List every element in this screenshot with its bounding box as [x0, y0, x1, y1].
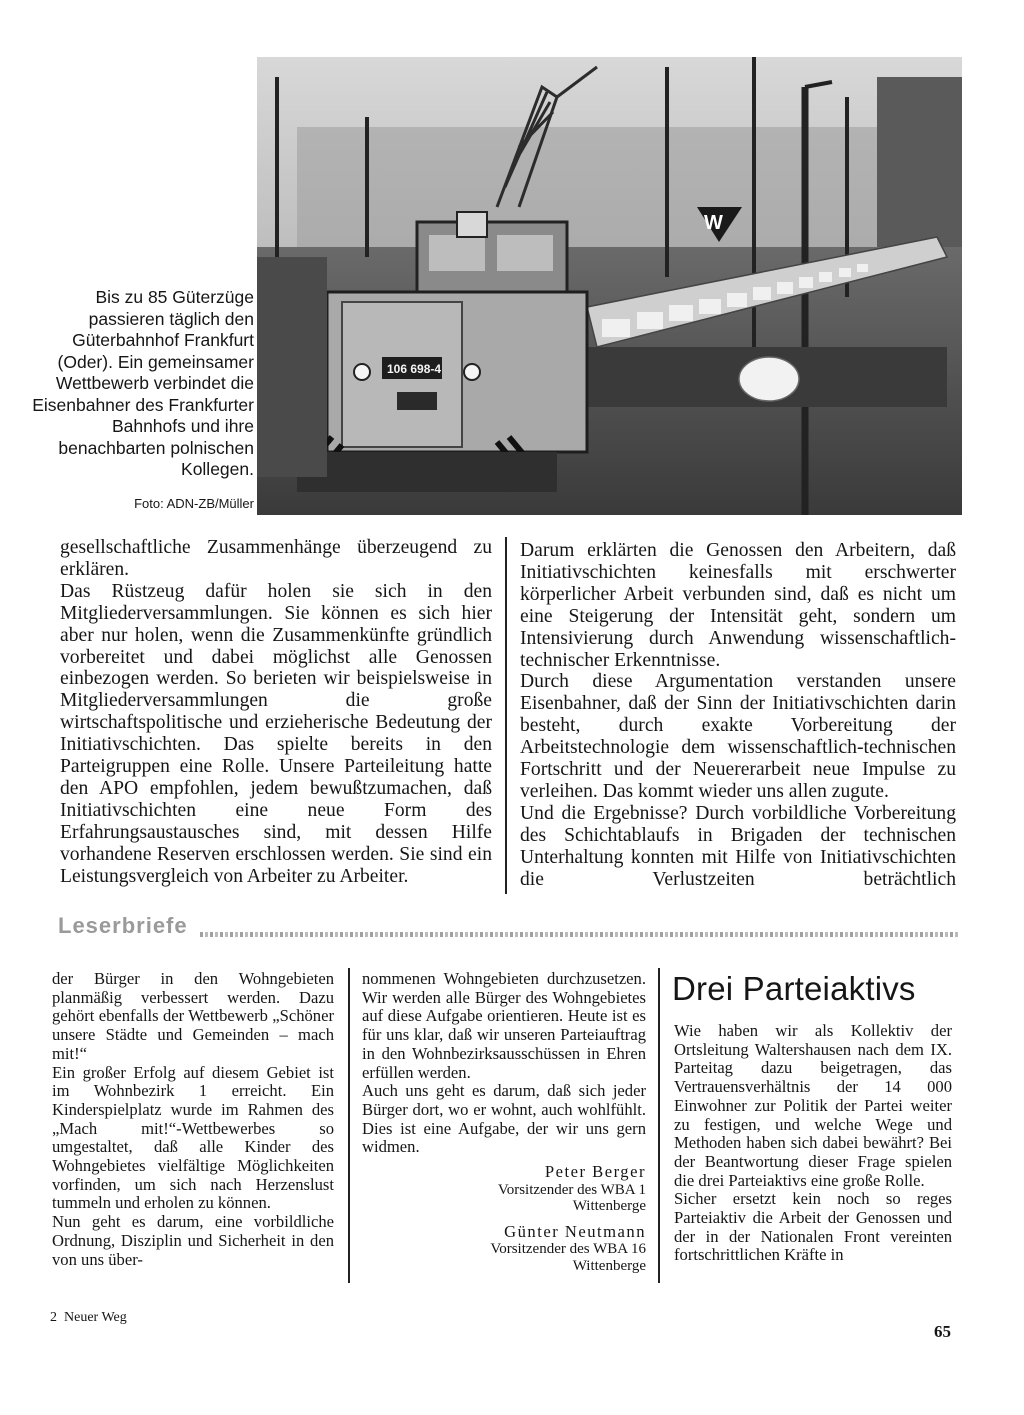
article-paragraph: Wie haben wir als Kollektiv der Ortsleitung Waltershausen nach dem IX. Parteitag dazu beigetragen, das Vertrauensverhältnis der 14 000 Einwohner zur Politik der Partei weiter zu festigen, und welche Wege und Methoden haben sich dabei bewährt? Bei der Beantwortung dieser Frage spielen die drei Parteiaktivs eine große Rolle.: [674, 1021, 952, 1190]
locomotive-number: 106 698-4: [387, 362, 442, 376]
section-heading-leserbriefe: Leserbriefe: [58, 913, 188, 938]
article-left-column: [60, 537, 492, 888]
parteiaktivs-body: [674, 1022, 952, 1265]
letter-column-1: [52, 970, 334, 1269]
article-paragraph: Und die Ergebnisse? Durch vorbildliche Vorbereitung des Schichtablaufs in Brigaden der technischen Unterhaltung konnten mit Hilfe von Initiativschichten die Verlustzeiten beträchtlich: [520, 802, 956, 890]
letter-column-2: [362, 970, 646, 1274]
letter-paragraph: Auch uns geht es darum, daß sich jeder Bürger dort, wo er wohnt, auch wohlfühlt. Dies ist eine Aufgabe, der wir uns gern widmen.: [362, 1081, 646, 1157]
letter-paragraph: der Bürger in den Wohngebieten planmäßig verbessert werden. Dazu gehört ebenfalls der Wettbewerb „Schöner unsere Städte und Gemeinden – mach mit!“: [52, 969, 334, 1063]
photo-credit: Foto: ADN-ZB/Müller: [134, 496, 254, 511]
headline-drei-parteiaktivs: Drei Parteiaktivs: [672, 970, 916, 1007]
column-divider: [348, 968, 350, 1283]
signature-role: Vorsitzender des WBA 16: [490, 1241, 646, 1258]
article-paragraph: Darum erklärten die Genossen den Arbeitern, daß Initiativschichten keinesfalls mit erschwerter körperlicher Arbeit verbunden sind, daß es nicht um eine Steigerung der Intensität geht, sondern um Intensivierung durch Anwendung wissenschaftlich-technischer Erkenntnisse.: [520, 540, 956, 671]
w-sign: W: [704, 212, 723, 234]
footer-publication: 2 Neuer Weg: [50, 1310, 127, 1325]
signature-place: Wittenberge: [572, 1257, 646, 1274]
article-right-column: [520, 540, 956, 891]
signature-role: Vorsitzender des WBA 1: [497, 1181, 646, 1198]
column-divider: [658, 968, 660, 1283]
article-paragraph: gesellschaftliche Zusammenhänge überzeugend zu erklären.: [60, 537, 492, 580]
letter-paragraph: Nun geht es darum, eine vorbildliche Ordnung, Disziplin und Sicherheit in den von uns über-: [52, 1212, 334, 1269]
column-divider: [505, 537, 507, 894]
page-number: 65: [934, 1322, 951, 1341]
signature-name: Günter Neutmann: [504, 1221, 646, 1241]
section-rule: [200, 932, 960, 937]
letter-paragraph: nommenen Wohngebieten durchzusetzen. Wir werden alle Bürger des Wohngebietes auf diese Aufgabe orientieren. Heute ist es für uns klar, daß wir unseren Parteiauftrag in den Wohnbezirksausschüssen in Ehren erfüllen werden.: [362, 969, 646, 1082]
article-paragraph: Das Rüstzeug dafür holen sie sich in den Mitgliederversammlungen. Sie können es sich hier aber nur holen, wenn die Zusammenkünfte gründlich vorbereitet und dabei möglichst alle Genossen einbezogen werden. So berieten wir beispielsweise in Mitgliederversammlungen die große wirtschaftspolitische und erzieherische Bedeutung der Initiativschichten. Das spielte bereits in den Parteigruppen eine Rolle. Unsere Parteileitung hatte den APO empfohlen, jedem bewußtzumachen, daß Initiativschichten eine neue Form des Erfahrungsaustausches sind, mit dessen Hilfe vorhandene Reserven erschlossen werden. Sie sind ein Leistungsvergleich von Arbeiter zu Arbeiter.: [60, 580, 492, 887]
signature-name: Peter Berger: [544, 1162, 646, 1182]
article-paragraph: Sicher ersetzt kein noch so reges Parteiaktiv die Arbeit der Genossen und der in der Nationalen Front vereinten fortschrittlichen Kräfte in: [674, 1189, 952, 1265]
letter-paragraph: Ein großer Erfolg auf diesem Gebiet ist im Wohnbezirk 1 erreicht. Ein Kinderspielplatz wurde im Rahmen des „Mach mit!“-Wettbewerbes so umgestaltet, daß alle Kinder des Wohngebietes vielfältige Möglichkeiten vorfinden, um sich nach Herzenslust tummeln und erholen zu können.: [52, 1062, 334, 1213]
photo-caption: Bis zu 85 Güterzüge passieren täglich den Güterbahnhof Frankfurt (Oder). Ein gemeinsamer Wettbewerb verbindet die Eisenbahner des Frankfurter Bahnhofs und ihre benachbarten polnischen Kollegen.: [32, 287, 254, 479]
signature-place: Wittenberge: [572, 1198, 646, 1215]
locomotive-photo: [257, 57, 962, 515]
article-paragraph: Durch diese Argumentation verstanden unsere Eisenbahner, daß der Sinn der Initiativschichten darin besteht, durch exakte Vorbereitung der Arbeitstechnologie dem wissenschaftlich-technischen Fortschritt und der Neuererarbeit neue Impulse zu verleihen. Das kommt wieder uns allen zugute.: [520, 671, 956, 802]
